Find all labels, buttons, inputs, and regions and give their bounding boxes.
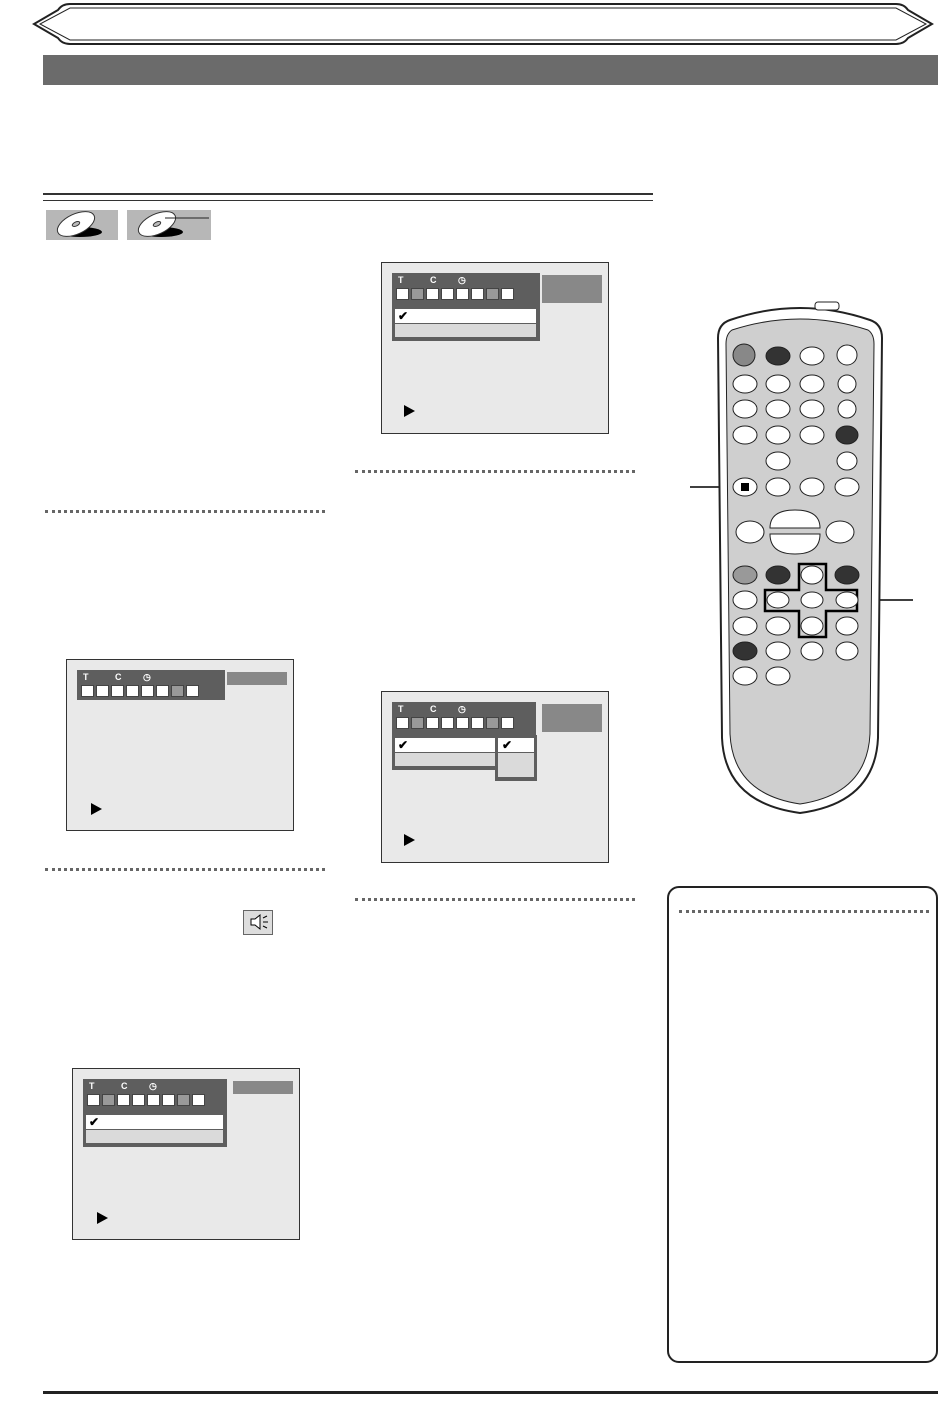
notes-box: [667, 886, 938, 1363]
zoom-icon: [192, 1094, 205, 1106]
nr-icon: [486, 717, 499, 729]
disc-icon: [87, 1094, 100, 1106]
marker-icon: [471, 288, 484, 300]
nr-icon: [486, 288, 499, 300]
step-separator: [355, 898, 635, 901]
disc-icon: [46, 210, 118, 240]
marker-icon: [471, 717, 484, 729]
disc-badge-1: [46, 210, 118, 240]
audio-icon: [243, 910, 273, 935]
zoom-icon: [501, 288, 514, 300]
osd-screen-2: [72, 1068, 300, 1240]
osd-menu-bar: [83, 1079, 227, 1147]
repeat-icon: [147, 1094, 160, 1106]
angle-icon: [126, 685, 139, 697]
osd-menu-bar: [77, 670, 225, 700]
osd-option-selected: [86, 1115, 223, 1129]
page-bottom-rule: [43, 1391, 938, 1394]
repeat-icon: [456, 717, 469, 729]
remote-control-illustration: [670, 298, 939, 818]
check-icon: ✔: [398, 309, 409, 323]
chapter-label: C: [430, 275, 437, 285]
zoom-icon: [186, 685, 199, 697]
osd-popup-menu: [495, 735, 537, 781]
check-icon: ✔: [502, 738, 513, 752]
repeat-icon: [456, 288, 469, 300]
audio-icon: [102, 1094, 115, 1106]
play-icon: [97, 1212, 108, 1224]
step-separator: [355, 470, 635, 473]
step-separator: [45, 510, 325, 513]
subtitle-icon: [111, 685, 124, 697]
osd-option-selected: [395, 309, 536, 323]
angle-icon: [441, 717, 454, 729]
osd-option: [395, 753, 495, 766]
subtitle-icon: [426, 288, 439, 300]
chapter-label: C: [115, 672, 122, 682]
title-label: T: [89, 1081, 95, 1091]
zoom-icon: [501, 717, 514, 729]
disc-icon: [81, 685, 94, 697]
step-separator: [45, 868, 325, 871]
check-icon: ✔: [89, 1115, 100, 1129]
osd-side-tag: [227, 672, 287, 685]
time-label: ◷: [143, 672, 151, 682]
play-icon: [404, 834, 415, 846]
audio-icon: [411, 288, 424, 300]
time-label: ◷: [149, 1081, 157, 1091]
disc-icon: [127, 210, 211, 240]
disc-badge-2: [127, 210, 211, 240]
check-icon: ✔: [398, 738, 409, 752]
nr-icon: [171, 685, 184, 697]
header-banner-frame: [0, 0, 939, 48]
time-label: ◷: [458, 704, 466, 714]
marker-icon: [162, 1094, 175, 1106]
osd-screen-4: [381, 691, 609, 863]
notes-separator: [679, 910, 929, 913]
osd-option: [86, 1130, 223, 1143]
osd-icon-row: [81, 685, 199, 697]
section-title-bar: [43, 55, 938, 85]
osd-screen-1: [66, 659, 294, 831]
disc-icon: [396, 717, 409, 729]
play-icon: [91, 803, 102, 815]
osd-icon-row: [396, 717, 514, 729]
title-label: T: [398, 275, 404, 285]
osd-icon-row: [87, 1094, 205, 1106]
marker-icon: [156, 685, 169, 697]
osd-option-selected: [395, 738, 495, 752]
osd-popup-option: [498, 753, 534, 777]
chapter-label: C: [430, 704, 437, 714]
osd-side-tag: [542, 704, 602, 732]
audio-icon: [411, 717, 424, 729]
disc-icon: [396, 288, 409, 300]
time-label: ◷: [458, 275, 466, 285]
angle-icon: [132, 1094, 145, 1106]
chapter-label: C: [121, 1081, 128, 1091]
angle-icon: [441, 288, 454, 300]
play-icon: [404, 405, 415, 417]
title-label: T: [83, 672, 89, 682]
subsection-rule: [43, 193, 653, 201]
subtitle-icon: [426, 717, 439, 729]
osd-side-tag: [233, 1081, 293, 1094]
nr-icon: [177, 1094, 190, 1106]
osd-screen-3: [381, 262, 609, 434]
audio-icon: [96, 685, 109, 697]
osd-icon-row: [396, 288, 514, 300]
osd-menu-bar: [392, 273, 540, 341]
osd-side-tag: [542, 275, 602, 303]
subtitle-icon: [117, 1094, 130, 1106]
title-label: T: [398, 704, 404, 714]
osd-option: [395, 324, 536, 337]
repeat-icon: [141, 685, 154, 697]
